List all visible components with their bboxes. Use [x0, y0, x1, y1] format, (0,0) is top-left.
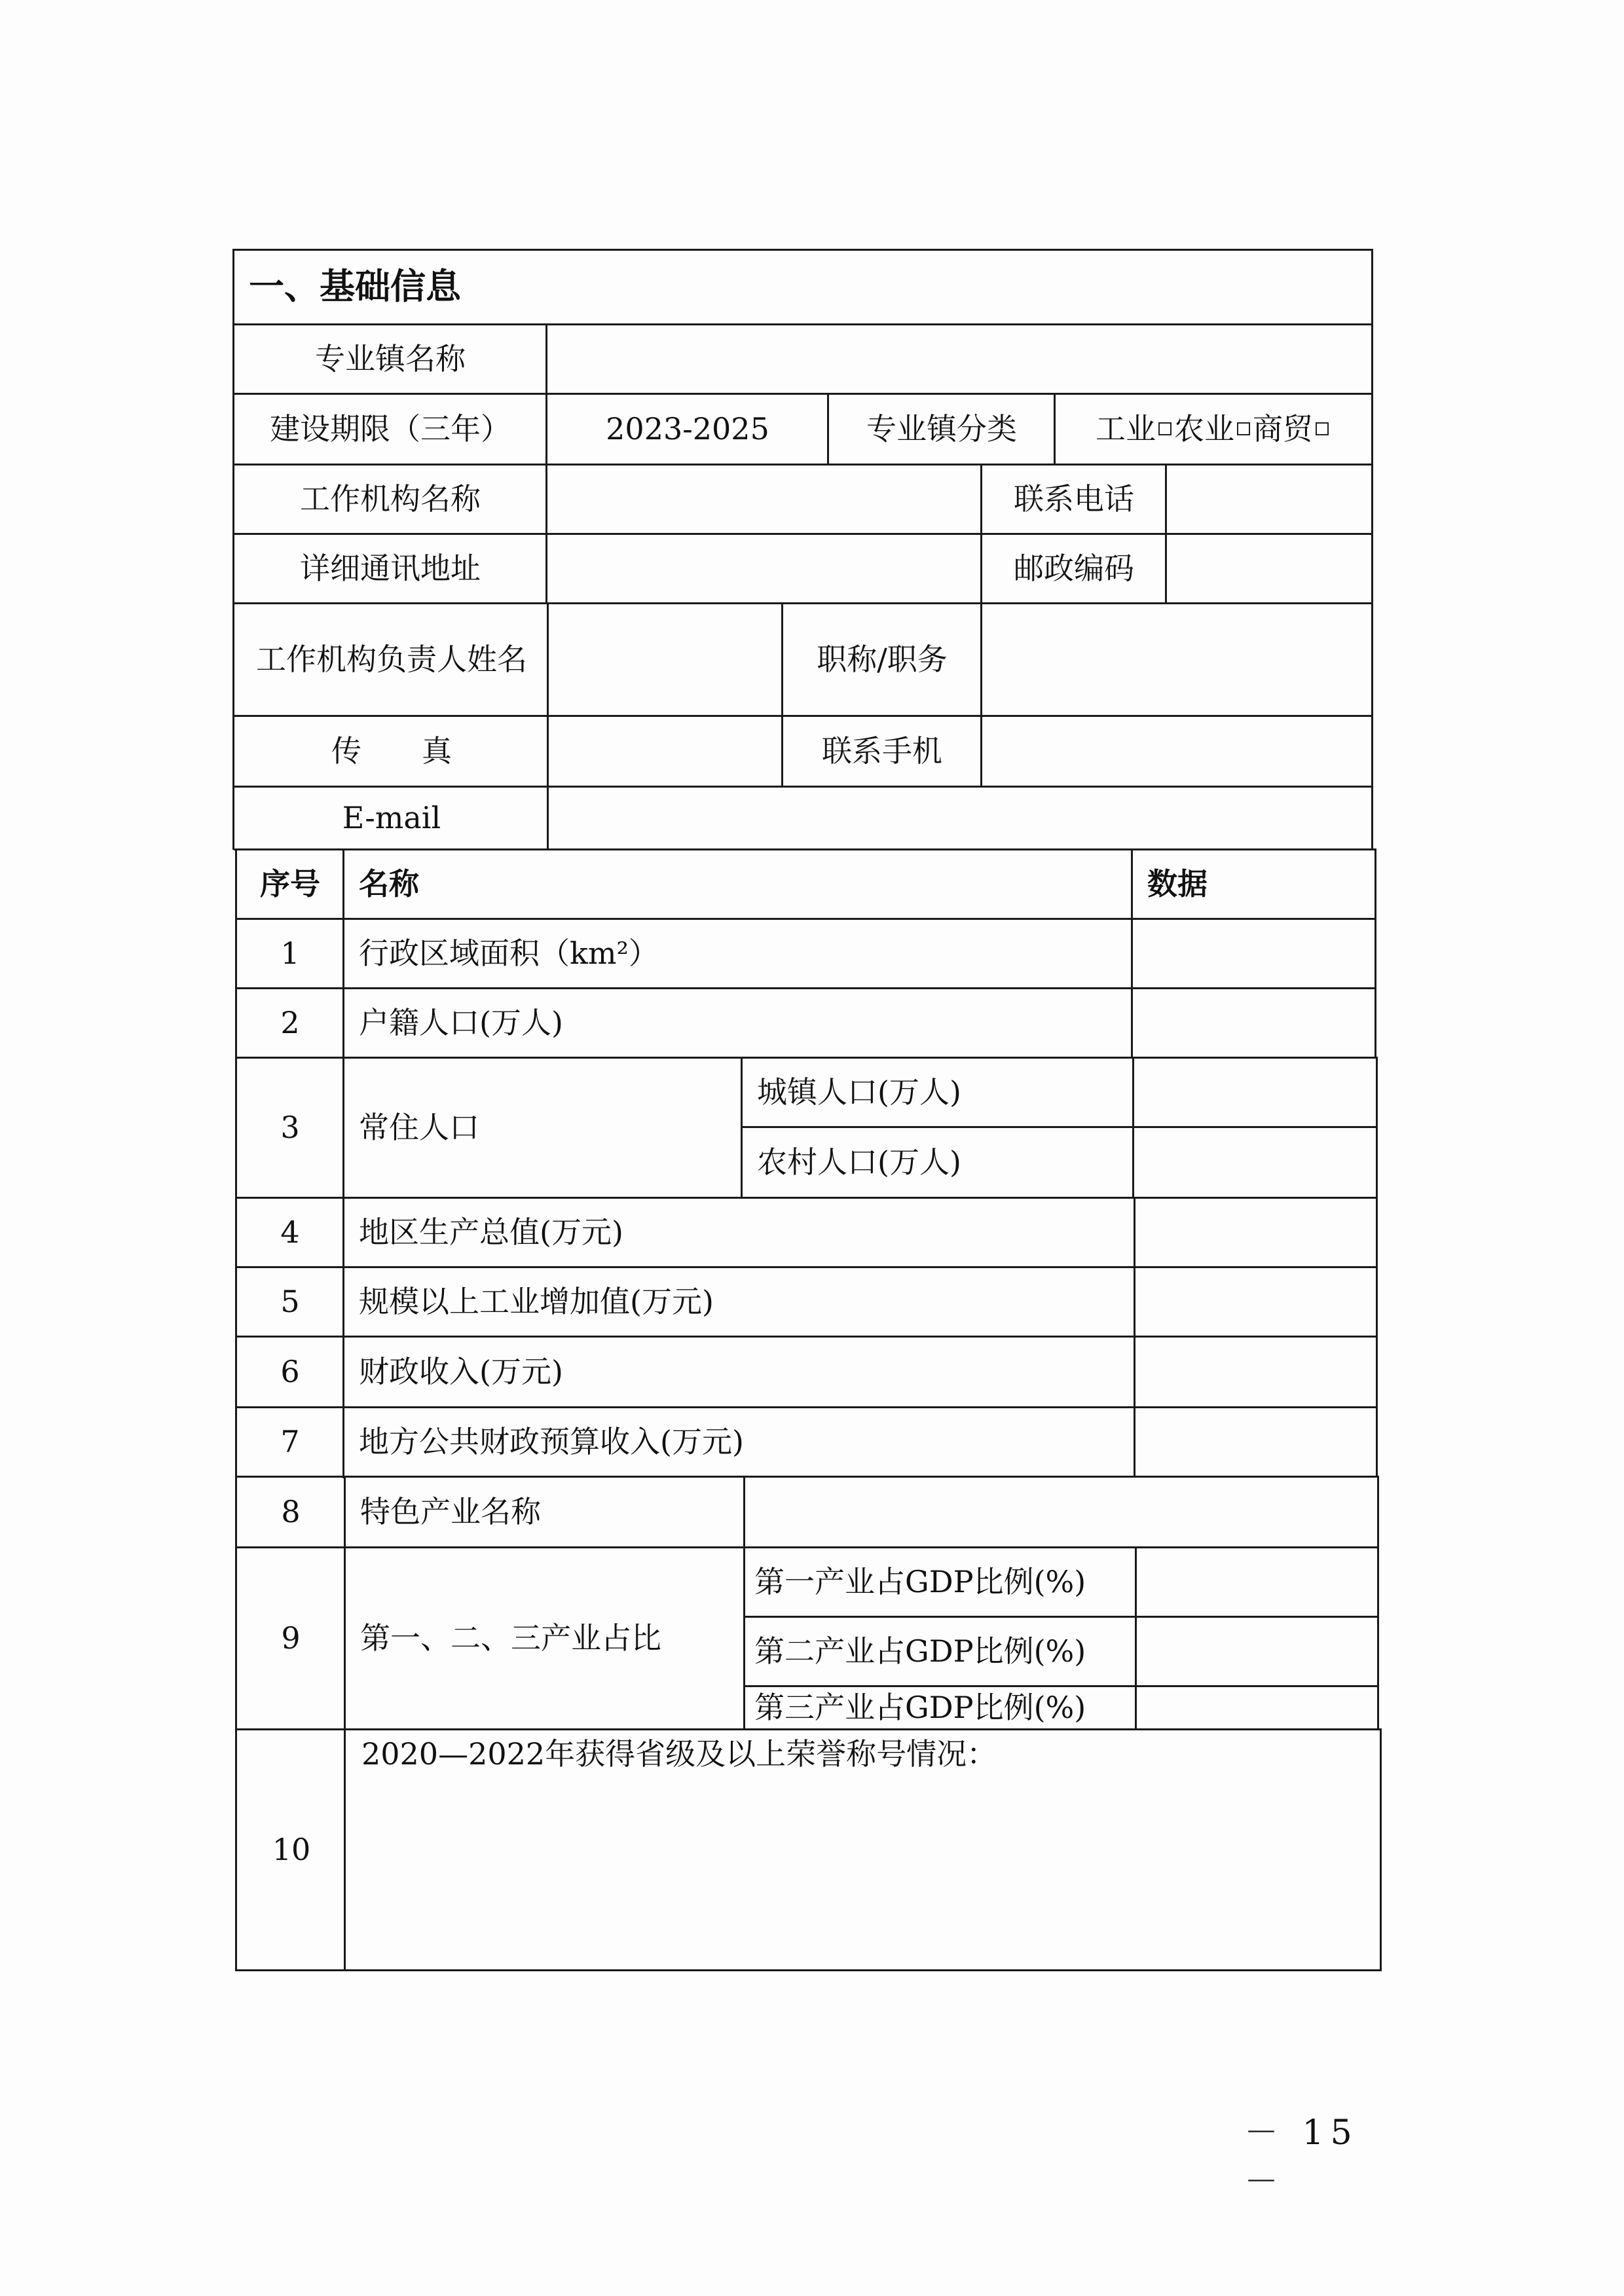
row-data-field[interactable]: [1137, 1548, 1378, 1616]
category-option-agriculture: 农业: [1174, 410, 1234, 446]
town-name-field[interactable]: [547, 325, 1371, 393]
row-sub-name: 城镇人口(万人): [757, 1074, 961, 1110]
row-sub-name: 第三产业占GDP比例(%): [754, 1689, 1086, 1725]
postcode-field[interactable]: [1167, 534, 1371, 602]
title-label: 职称/职务: [817, 641, 948, 677]
town-name-label: 专业镇名称: [315, 340, 466, 376]
row-sub-name: 农村人口(万人): [757, 1144, 961, 1180]
row-data-field[interactable]: [1135, 1408, 1376, 1476]
row-name: 地区生产总值(万元): [359, 1214, 623, 1250]
row-no: 6: [280, 1353, 300, 1389]
row-name: 地方公共财政预算收入(万元): [359, 1423, 744, 1459]
page-number: － 15 －: [1244, 2113, 1359, 2202]
fax-field[interactable]: [549, 716, 782, 786]
period-value: 2023-2025: [606, 410, 769, 446]
row-no: 7: [280, 1423, 300, 1459]
mobile-label: 联系手机: [822, 733, 942, 769]
header-no: 序号: [260, 866, 320, 902]
commerce-checkbox[interactable]: [1316, 422, 1329, 435]
category-option-commerce: 商贸: [1253, 410, 1313, 446]
row-no: 3: [280, 1109, 300, 1145]
row-data-field[interactable]: [1134, 1058, 1376, 1126]
phone-field[interactable]: [1167, 465, 1371, 533]
title-field[interactable]: [982, 604, 1371, 715]
row-sub-name: 第二产业占GDP比例(%): [754, 1633, 1086, 1669]
row-no: 1: [280, 935, 300, 971]
row-no: 10: [272, 1831, 311, 1867]
row-data-field[interactable]: [1133, 989, 1375, 1057]
head-name-label: 工作机构负责人姓名: [256, 641, 527, 677]
period-label: 建设期限（三年）: [270, 410, 511, 446]
email-label: E-mail: [342, 799, 441, 835]
row-data-field[interactable]: [745, 1477, 1378, 1546]
phone-label: 联系电话: [1014, 481, 1134, 517]
row-sub-name: 第一产业占GDP比例(%): [754, 1563, 1086, 1599]
row-data-field[interactable]: [1133, 919, 1375, 987]
row-name: 特色产业名称: [360, 1493, 541, 1529]
header-name: 名称: [359, 866, 419, 902]
category-options: [1056, 394, 1371, 464]
address-label: 详细通讯地址: [300, 550, 481, 586]
industry-checkbox[interactable]: [1158, 422, 1172, 435]
email-field[interactable]: [549, 787, 1371, 848]
row-no: 9: [281, 1620, 301, 1656]
row-no: 4: [280, 1214, 300, 1250]
org-name-field[interactable]: [547, 465, 981, 533]
postcode-label: 邮政编码: [1014, 550, 1134, 586]
row-name: 户籍人口(万人): [359, 1004, 563, 1040]
row-name: 行政区域面积（km²）: [359, 935, 659, 971]
category-label: 专业镇分类: [866, 410, 1017, 446]
row-data-field[interactable]: [1135, 1337, 1376, 1406]
section-title: 一、基础信息: [249, 265, 461, 308]
row-data-field[interactable]: [1137, 1686, 1378, 1728]
head-name-field[interactable]: [549, 604, 782, 715]
address-field[interactable]: [547, 534, 981, 602]
row-data-field[interactable]: [1135, 1267, 1376, 1336]
fax-label: 传 真: [331, 733, 452, 769]
row-name: 规模以上工业增加值(万元): [359, 1283, 714, 1319]
header-data: 数据: [1147, 866, 1208, 902]
row-name: 财政收入(万元): [359, 1353, 563, 1389]
row-data-field[interactable]: [1134, 1127, 1376, 1197]
row-name: 2020—2022年获得省级及以上荣誉称号情况：: [361, 1736, 997, 1772]
row-no: 5: [280, 1283, 300, 1319]
mobile-field[interactable]: [982, 716, 1371, 786]
row-data-field[interactable]: [1137, 1617, 1378, 1685]
category-option-industry: 工业: [1096, 410, 1156, 446]
org-name-label: 工作机构名称: [300, 481, 481, 517]
row-name: 第一、二、三产业占比: [360, 1620, 661, 1656]
row-no: 8: [281, 1493, 301, 1529]
row-no: 2: [280, 1004, 300, 1040]
agriculture-checkbox[interactable]: [1237, 422, 1250, 435]
row-name: 常住人口: [359, 1109, 479, 1145]
row-data-field[interactable]: [1135, 1198, 1376, 1266]
